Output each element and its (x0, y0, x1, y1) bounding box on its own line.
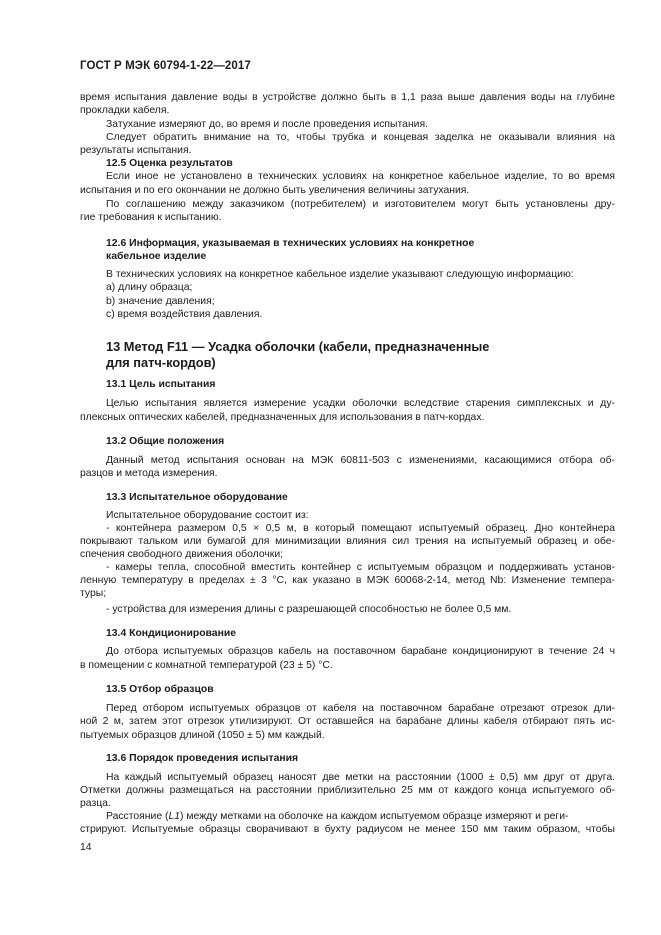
paragraph-line: стрируют. Испытуемые образцы сворачивают в бухту радиусом не менее 150 мм таким образом, чтобы (80, 824, 615, 835)
paragraph-line: Перед отбором испытуемых образцов от кабеля на поставочном барабане отрезают отрезок дли- (106, 703, 615, 714)
list-item: - камеры тепла, способной вместить контейнер с испытуемым образцом и поддерживать установ- (106, 562, 615, 573)
paragraph-line: прокладки кабеля. (80, 105, 170, 116)
section-heading: кабельное изделие (106, 251, 207, 262)
paragraph-line: пытуемых образцов длиной (1050 ± 5) мм каждый. (80, 730, 325, 741)
paragraph-line (106, 810, 615, 823)
paragraph-line: ной 2 м, затем этот отрезок утилизируют. От оставшейся на барабане длины кабеля отбирают пять ис- (80, 716, 615, 727)
list-item: b) значение давления; (106, 296, 215, 307)
paragraph-line: разца. (80, 798, 111, 809)
list-item: - контейнера размером 0,5 × 0,5 м, в который помещают испытуемый образец. Дно контейнера (106, 523, 615, 534)
section-heading: 12.5 Оценка результатов (106, 158, 233, 169)
section-heading: 13.4 Кондиционирование (106, 628, 237, 639)
chapter-heading: 13 Метод F11 — Усадка оболочки (кабели, предназначенные (106, 339, 490, 354)
paragraph-line: гие требования к испытанию. (80, 212, 222, 223)
variable-L1: L1 (168, 811, 181, 822)
section-heading: 12.6 Информация, указываемая в технических условиях на конкретное (106, 238, 475, 249)
paragraph-line: время испытания давление воды в устройстве должно быть в 1,1 раза выше давления воды на глубине (80, 92, 615, 103)
list-item: - устройства для измерения длины с разрешающей способностью не более 0,5 мм. (106, 604, 512, 615)
paragraph-line: Отметки должны размещаться на расстоянии приблизительно 25 мм от каждого конца испытуемого об- (80, 785, 615, 796)
paragraph-line: Целью испытания является измерение усадки оболочки вследствие старения симплексных и ду- (106, 398, 615, 409)
paragraph-line: ленную температуру в пределах ± 3 °C, как указано в МЭК 60068-2-14, метод Nb: Изменение темпера- (80, 575, 615, 586)
paragraph-line: плексных оптических кабелей, предназначенных для использования в патч-кордах. (80, 412, 485, 423)
list-item: a) длину образца; (106, 282, 193, 293)
paragraph-line: Если иное не установлено в технических условиях на конкретное кабельное изделие, то во время (106, 171, 615, 182)
paragraph-line: в помещении с комнатной температурой (23 ± 5) °C. (80, 660, 333, 671)
paragraph-line: На каждый испытуемый образец наносят две метки на расстоянии (1000 ± 0,5) мм друг от друга. (106, 772, 615, 783)
section-heading: 13.6 Порядок проведения испытания (106, 753, 299, 764)
chapter-heading: для патч-кордов) (106, 355, 216, 370)
paragraph-line: результаты испытания. (80, 145, 192, 156)
paragraph-line: испытания и по его окончании не должно быть увеличения величины затухания. (80, 185, 470, 196)
paragraph-line: Испытательное оборудование состоит из: (106, 510, 309, 521)
paragraph-line: разцов и метода измерения. (80, 468, 218, 479)
section-heading: 13.1 Цель испытания (106, 379, 216, 390)
paragraph-line: До отбора испытуемых образцов кабель на поставочном барабане кондиционируют в течение 24 ч (106, 646, 615, 657)
section-heading: 13.5 Отбор образцов (106, 684, 214, 695)
text-fragment: ) между метками на оболочке на каждом испытуемом образце измеряют и реги- (180, 811, 569, 822)
section-heading: 13.3 Испытательное оборудование (106, 492, 288, 503)
paragraph-line: покрывают тальком или бумагой для минимизации влияния сил трения на испытуемый образец и обе- (80, 536, 615, 547)
paragraph-line: Затухание измеряют до, во время и после проведения испытания. (106, 119, 428, 130)
paragraph-line: По соглашению между заказчиком (потребителем) и изготовителем могут быть установлены дру- (106, 199, 615, 210)
list-item: c) время воздействия давления. (106, 309, 263, 320)
paragraph-line: Данный метод испытания основан на МЭК 60811-503 с изменениями, касающимися отбора об- (106, 455, 615, 466)
section-heading: 13.2 Общие положения (106, 436, 225, 447)
paragraph-line: Следует обратить внимание на то, чтобы трубка и концевая заделка не оказывали влияния на (106, 132, 615, 143)
text-fragment: Расстояние ( (106, 811, 169, 822)
line-segment (106, 810, 568, 823)
paragraph-line: В технических условиях на конкретное кабельное изделие указывают следующую информацию: (106, 269, 574, 280)
page-number: 14 (80, 842, 92, 853)
paragraph-line: туры; (80, 588, 107, 599)
paragraph-line: спечения свободного движения оболочки; (80, 549, 284, 560)
document-header: ГОСТ Р МЭК 60794-1-22—2017 (80, 60, 251, 72)
